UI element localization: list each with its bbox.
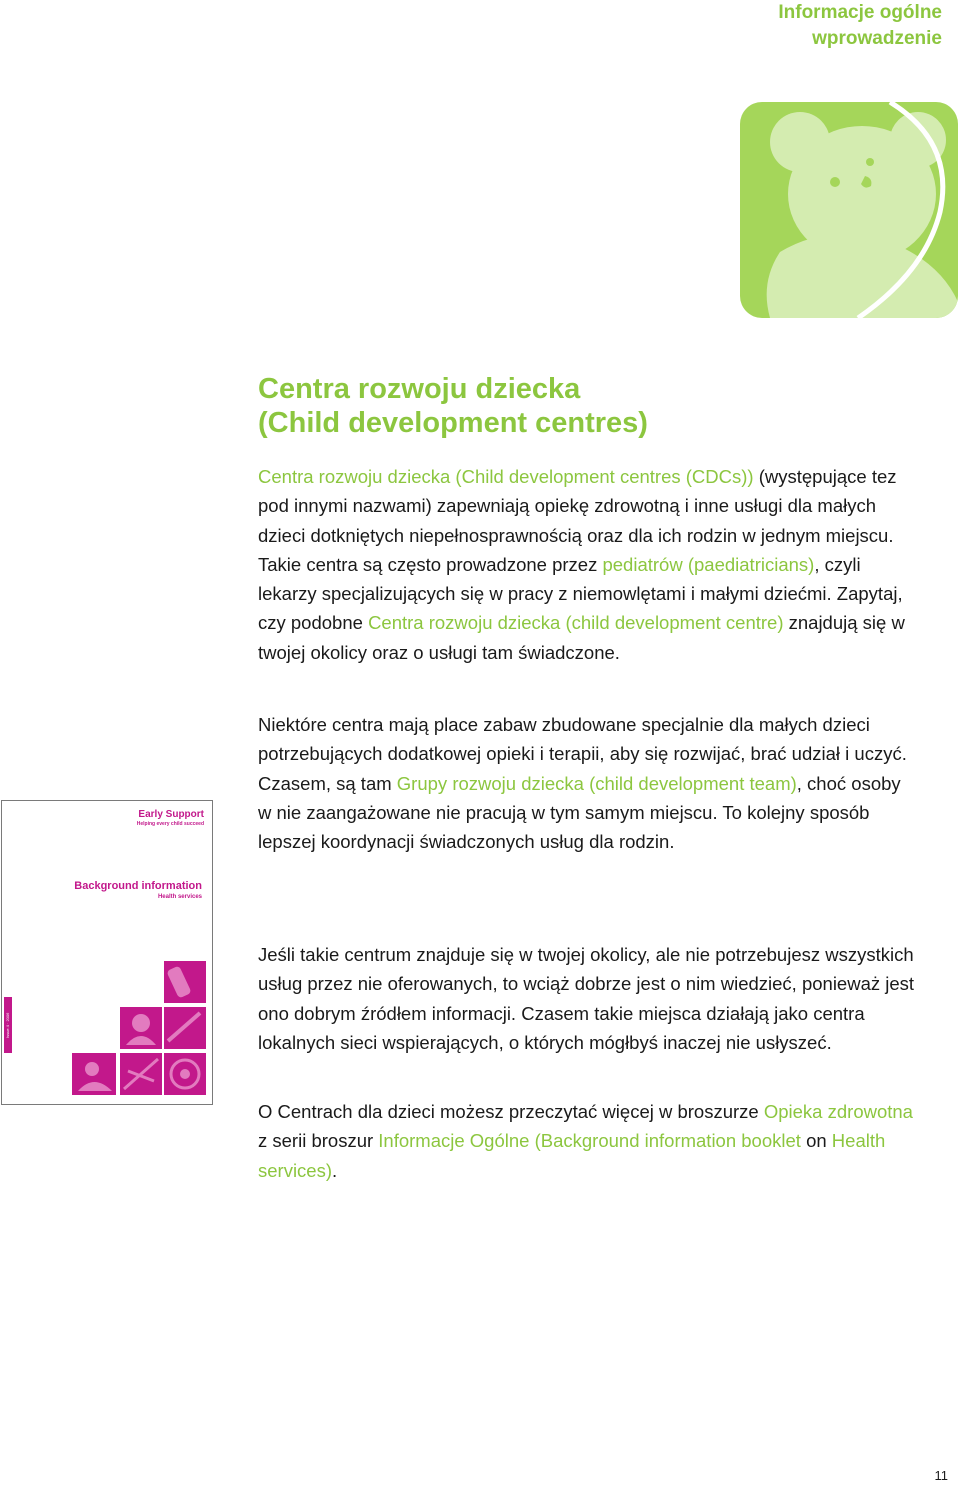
page-number: 11 [934, 1468, 948, 1483]
link-health-services: Health services) [258, 1130, 886, 1181]
booklet-photo-grid [72, 961, 212, 1101]
paragraph-further-reading-text-4: . [332, 1159, 338, 1181]
section-header [778, 0, 942, 52]
paragraph-intro-text-3: znajdują się w twojej okolicy oraz o usługi tam świadczone. [258, 612, 905, 663]
booklet-cover-image [1, 800, 213, 1105]
booklet-brand [137, 809, 204, 828]
term-cdc: Centra rozwoju dziecka (Child development centres (CDCs)) [258, 466, 754, 487]
booklet-heading-block [74, 879, 202, 902]
paragraph-intro-text-2: , czyli lekarzy specjalizujących się w pracy z niemowlętami i małymi dziećmi. Zapytaj, czy podobne [258, 553, 903, 634]
paragraph-play-areas [258, 710, 918, 856]
booklet-heading: Background information [74, 880, 202, 892]
term-child-development-team: Grupy rozwoju dziecka (child development team) [396, 772, 797, 794]
section-header-line2: wprowadzenie [812, 28, 942, 49]
term-paediatricians: pediatrów (paediatricians) [602, 553, 815, 575]
paragraph-further-reading-text-2: z serii broszur [258, 1130, 379, 1152]
paragraph-play-areas-text-1: Niektóre centra mają place zabaw zbudowane specjalnie dla małych dzieci potrzebujących dodatkowej opieki i terapii, aby się rozwijać, brać udział i uczyć. Czasem, są tam [258, 714, 907, 794]
link-background-information: Informacje Ogólne (Background information booklet [378, 1130, 801, 1152]
page-title-line1: Centra rozwoju dziecka [258, 373, 581, 405]
paragraph-intro-text-1: (występujące tez pod innymi nazwami) zapewniają opiekę zdrowotną i inne usługi dla małych dzieci dotkniętych niepełnosprawnością oraz dla ich rodzin w jednym miejscu. Takie centra są często prowadzone przez [258, 466, 897, 575]
page-title-line2: (Child development centres) [258, 407, 648, 439]
term-child-development-centre: Centra rozwoju dziecka (child development centre) [368, 612, 784, 634]
paragraph-further-reading [258, 1097, 918, 1185]
booklet-side-label: Issue 4 · 2006 [4, 997, 12, 1053]
section-header-line1: Informacje ogólne [778, 2, 942, 23]
teddy-bear-logo-icon [740, 102, 958, 318]
page-title [258, 372, 648, 440]
booklet-subheading: Health services [157, 894, 202, 900]
paragraph-play-areas-text-2: , choć osoby w nie zaangażowane nie pracują w tym samym miejscu. To kolejny sposób lepszej koordynacji świadczonych usług dla rodzin. [258, 772, 901, 853]
link-opieka-zdrowotna: Opieka zdrowotna [763, 1101, 913, 1122]
booklet-tagline: Helping every child succeed [136, 821, 204, 827]
paragraph-local-networks [258, 940, 918, 1057]
paragraph-local-networks-text: Jeśli takie centrum znajduje się w twojej okolicy, ale nie potrzebujesz wszystkich usług przez nie oferowanych, to wciąż dobrze jest o nim wiedzieć, ponieważ jest ono dobrym źródłem informacji. Czasem takie miejsca działają jako centra lokalnych sieci wspierających, o których mógłbyś inaczej nie usłyszeć. [258, 944, 915, 1053]
paragraph-further-reading-text-3: on [800, 1130, 832, 1152]
booklet-title: Early Support [138, 809, 204, 820]
paragraph-further-reading-text-1: O Centrach dla dzieci możesz przeczytać więcej w broszurze [258, 1101, 764, 1122]
paragraph-intro [258, 462, 918, 667]
